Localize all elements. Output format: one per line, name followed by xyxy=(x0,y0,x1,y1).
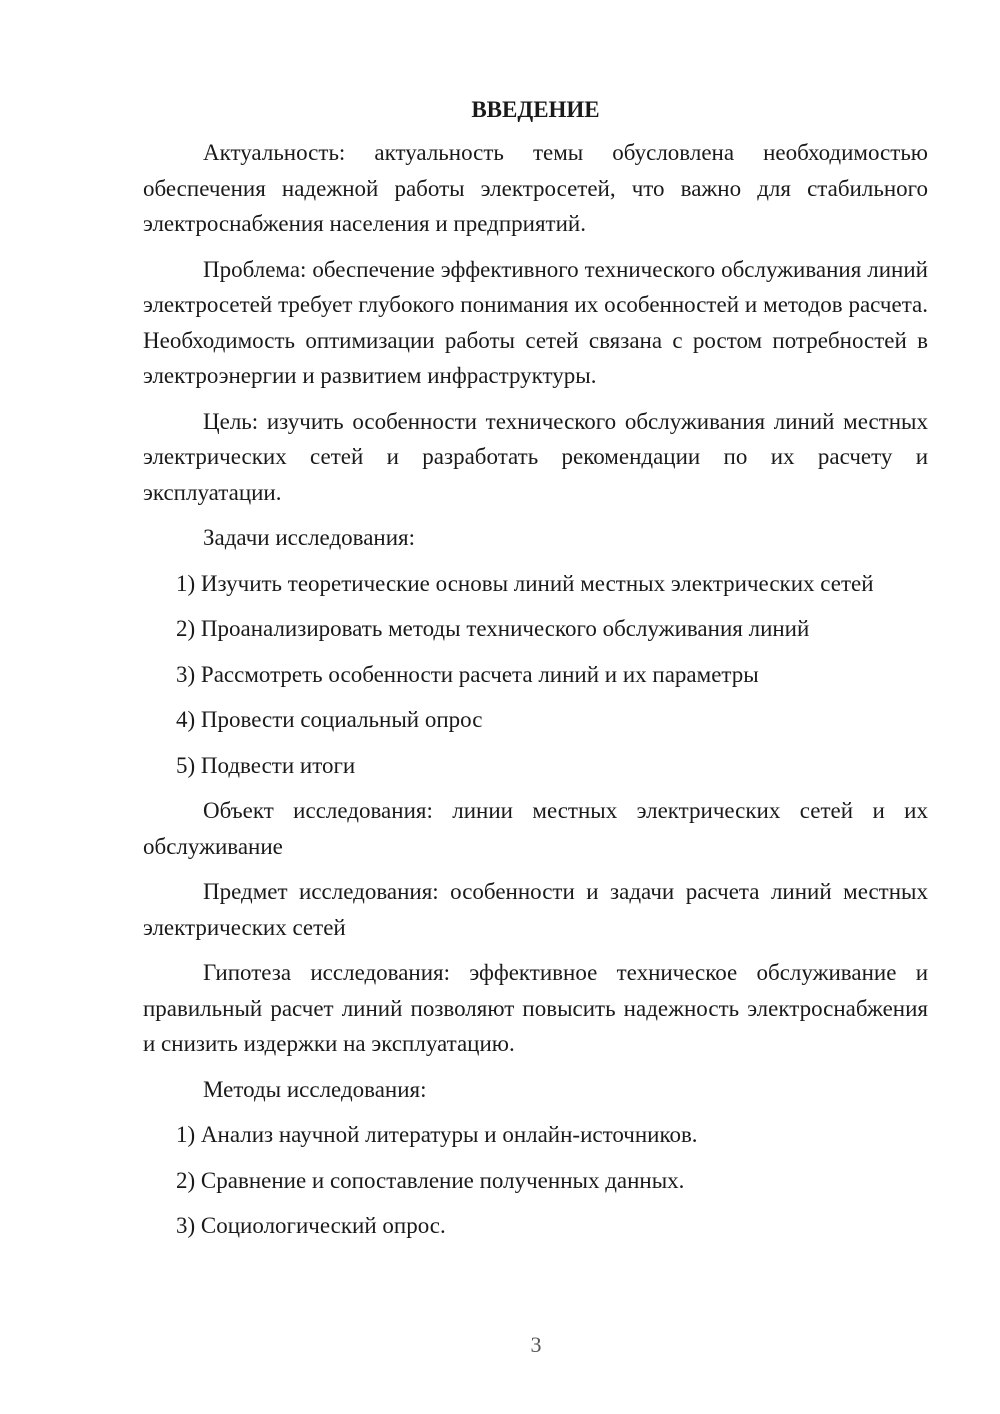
object-paragraph: Объект исследования: линии местных электрических сетей и их обслуживание xyxy=(143,798,928,859)
task-item: 5) Подвести итоги xyxy=(176,752,356,778)
hypothesis-paragraph: Гипотеза исследования: эффективное техническое обслуживание и правильный расчет линий позволяют повысить надежность электроснабжения и снизить издержки на эксплуатацию. xyxy=(143,960,928,1056)
page-number: 3 xyxy=(530,1332,542,1357)
methods-heading: Методы исследования: xyxy=(203,1076,427,1102)
problem-paragraph: Проблема: обеспечение эффективного технического обслуживания линий электросетей требует глубокого понимания их особенностей и методов расчета. Необходимость оптимизации работы сетей связана с ростом потребностей в электроэнергии и развитием инфраструктуры. xyxy=(143,256,928,388)
task-item: 1) Изучить теоретические основы линий местных электрических сетей xyxy=(176,570,874,596)
method-item: 2) Сравнение и сопоставление полученных данных. xyxy=(176,1167,685,1193)
relevance-paragraph: Актуальность: актуальность темы обусловлена необходимостью обеспечения надежной работы электросетей, что важно для стабильного электроснабжения населения и предприятий. xyxy=(143,140,928,236)
subject-paragraph: Предмет исследования: особенности и задачи расчета линий местных электрических сетей xyxy=(143,879,928,940)
goal-paragraph: Цель: изучить особенности технического обслуживания линий местных электрических сетей и разработать рекомендации по их расчету и эксплуатации. xyxy=(143,408,928,505)
method-item: 1) Анализ научной литературы и онлайн-источников. xyxy=(176,1122,698,1147)
task-item: 2) Проанализировать методы технического обслуживания линий xyxy=(176,616,810,641)
task-item: 4) Провести социальный опрос xyxy=(176,707,483,732)
task-item: 3) Рассмотреть особенности расчета линий и их параметры xyxy=(176,661,759,687)
document-body xyxy=(143,92,928,1254)
tasks-heading: Задачи исследования: xyxy=(203,525,416,550)
method-item: 3) Социологический опрос. xyxy=(176,1213,446,1238)
page-title: ВВЕДЕНИЕ xyxy=(471,97,600,122)
